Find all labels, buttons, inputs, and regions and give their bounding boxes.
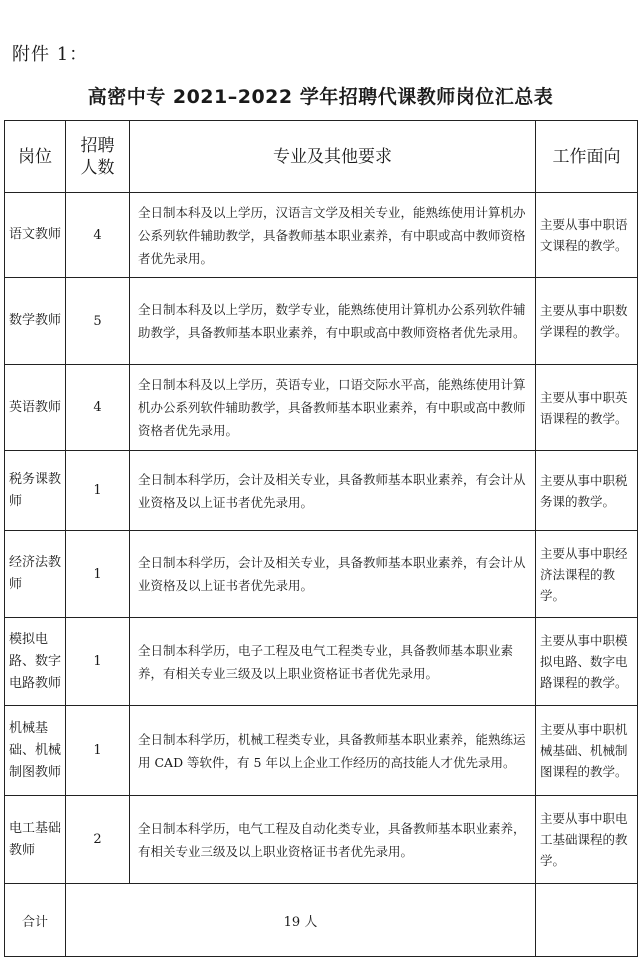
table-row: [5, 193, 638, 278]
requirement-cell: 全日制本科学历，机械工程类专业，具备教师基本职业素养，能熟练运用 CAD 等软件，有 5 年以上企业工作经历的高技能人才优先录用。: [130, 706, 536, 796]
header-row: [5, 121, 638, 193]
table-row: [5, 618, 638, 706]
total-value: 19 人: [66, 884, 536, 957]
post-cell: 经济法教师: [5, 531, 66, 618]
count-cell: 1: [66, 531, 130, 618]
requirement-cell: 全日制本科及以上学历，英语专业，口语交际水平高，能熟练使用计算机办公系列软件辅助教学，具备教师基本职业素养，有中职或高中教师资格者优先录用。: [130, 365, 536, 451]
count-cell: 1: [66, 451, 130, 531]
orientation-cell: 主要从事中职数学课程的教学。: [536, 278, 638, 365]
count-cell: 1: [66, 618, 130, 706]
column-header-count: 招聘 人数: [66, 121, 130, 193]
count-cell: 2: [66, 796, 130, 884]
post-cell: 数学教师: [5, 278, 66, 365]
post-cell: 模拟电路、数字电路教师: [5, 618, 66, 706]
table-row: [5, 531, 638, 618]
orientation-cell: 主要从事中职机械基础、机械制图课程的教学。: [536, 706, 638, 796]
count-cell: 4: [66, 193, 130, 278]
orientation-cell: 主要从事中职经济法课程的教学。: [536, 531, 638, 618]
post-cell: 机械基础、机械制图教师: [5, 706, 66, 796]
table-row: [5, 451, 638, 531]
orientation-cell: 主要从事中职英语课程的教学。: [536, 365, 638, 451]
post-cell: 税务课教师: [5, 451, 66, 531]
table-row: [5, 278, 638, 365]
count-cell: 4: [66, 365, 130, 451]
column-header-requirements: 专业及其他要求: [130, 121, 536, 193]
table-row: [5, 706, 638, 796]
recruitment-table: [4, 120, 638, 957]
total-row: [5, 884, 638, 957]
requirement-cell: 全日制本科及以上学历，汉语言文学及相关专业，能熟练使用计算机办公系列软件辅助教学，具备教师基本职业素养，有中职或高中教师资格者优先录用。: [130, 193, 536, 278]
column-header-post: 岗位: [5, 121, 66, 193]
requirement-cell: 全日制本科及以上学历，数学专业，能熟练使用计算机办公系列软件辅助教学，具备教师基本职业素养，有中职或高中教师资格者优先录用。: [130, 278, 536, 365]
requirement-cell: 全日制本科学历，会计及相关专业，具备教师基本职业素养，有会计从业资格及以上证书者优先录用。: [130, 451, 536, 531]
table-row: [5, 365, 638, 451]
document-title: 高密中专 2021–2022 学年招聘代课教师岗位汇总表: [87, 86, 554, 108]
column-header-orientation: 工作面向: [536, 121, 638, 193]
post-cell: 电工基础教师: [5, 796, 66, 884]
total-label: 合计: [5, 884, 66, 957]
requirement-cell: 全日制本科学历，电气工程及自动化类专业，具备教师基本职业素养，有相关专业三级及以上职业资格证书者优先录用。: [130, 796, 536, 884]
post-cell: 英语教师: [5, 365, 66, 451]
attachment-label: 附件 1：: [12, 44, 89, 65]
post-cell: 语文教师: [5, 193, 66, 278]
table-row: [5, 796, 638, 884]
requirement-cell: 全日制本科学历，会计及相关专业，具备教师基本职业素养，有会计从业资格及以上证书者优先录用。: [130, 531, 536, 618]
orientation-cell: 主要从事中职模拟电路、数字电路课程的教学。: [536, 618, 638, 706]
requirement-cell: 全日制本科学历，电子工程及电气工程类专业，具备教师基本职业素养，有相关专业三级及以上职业资格证书者优先录用。: [130, 618, 536, 706]
total-empty-cell: [536, 884, 638, 957]
count-cell: 1: [66, 706, 130, 796]
orientation-cell: 主要从事中职税务课的教学。: [536, 451, 638, 531]
orientation-cell: 主要从事中职电工基础课程的教学。: [536, 796, 638, 884]
count-cell: 5: [66, 278, 130, 365]
orientation-cell: 主要从事中职语文课程的教学。: [536, 193, 638, 278]
